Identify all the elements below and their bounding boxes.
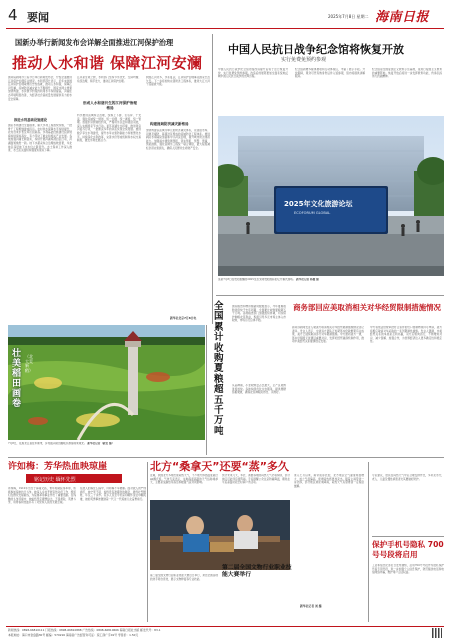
article-left-body-col3: 我国江河众多，水系复杂，江河保护治理事关国家长治久安。下一步将加快完善防洪工程体系，推进大江大河干流提质升级。 xyxy=(146,76,210,87)
article-left-byline: 新华社北京7月8日电 xyxy=(170,316,197,320)
xu-tag-text: 铭记历史 缅怀先烈 xyxy=(34,476,76,483)
forum-photo xyxy=(218,116,444,276)
skills-photo-image xyxy=(150,500,290,570)
phone-headline: 保护手机号隐私 700号号段将启用 xyxy=(372,540,444,559)
skills-body: 第二届全国文物行业职业技能大赛近日举行，来自全国各地的选手同台竞技，展示文物修复等专业技能。 xyxy=(150,574,218,581)
masthead xyxy=(0,0,450,28)
article-right-body-col2: 纪念馆新增多媒体展项和互动体验区，丰富了展示手段。开放期间，观众可凭有效身份证件入馆参观，馆内将提供讲解服务。 xyxy=(295,68,365,79)
date-info: 2025年7月8日 星期二 xyxy=(328,14,369,19)
grain-body-col2: 从品种看，小麦收购量占比最大，主产区收购进度加快。各地持续优化为农服务，提供便捷售粮渠道，确保农民种粮卖得出、卖得好。 xyxy=(232,384,286,395)
article-left-headline: 推动人水和谐 保障江河安澜 xyxy=(12,54,203,72)
vertical-headline: 全国累计收购夏粮超五千万吨 xyxy=(214,301,224,437)
heat-body-col1: 近期，我国北方多地出现闷热天气，不少地方体感温度超过40摄氏度。气象专家表示，这种高温高湿的天气俗称桑拿天，主要是受副热带高压和暖湿气流共同影响。 xyxy=(150,474,218,485)
divider-forum xyxy=(216,295,444,296)
forum-sign-text: 2025年文化旅游论坛 xyxy=(284,200,353,208)
policy-body-col1: 商务部新闻发言人就美方取消相关对华经贸限制措施情况答记者问。发言人表示，中美双方团队正加紧落实伦敦框架有关成果，美方已陆续取消部分对华限制措施。中方愿同美方一道，落实好两国元首通话重要共识，发挥好经贸磋商机制作用，推动中美经贸关系健康稳定发展。 xyxy=(292,326,364,344)
skills-photo xyxy=(150,500,290,570)
farm-photo xyxy=(8,325,205,440)
heat-body-col2: 预计未来几天，华北、黄淮等地的闷热天气仍将持续，部分地区可能伴有雷阵雨。专家提醒公众注意防暑降温，避免在午后高温时段长时间户外活动。 xyxy=(222,474,290,485)
article-left-sub2: 形成人水和谐共生的江河保护治理格局 xyxy=(83,101,137,110)
farm-caption: 7月8日，在黑龙江省佳木斯市，乡村振兴稻田画吸引游客前来观光。 新华社记者（新发 摄） xyxy=(8,442,115,445)
header-rule xyxy=(6,28,444,29)
skills-headline: 第二届全国文物行业职业技能大赛举行 xyxy=(222,565,292,579)
article-left-body-col3b: 加快构建以流域为单元的防洪减灾体系，完善由水库、河道及堤防、蓄滞洪区组成的流域防洪工程体系。推进病险水库除险加固和中小河流治理，提升城市防洪排涝能力。加强雨水情监测预报，落实预报、预警、预演、预案措施，强化流域水工程统一联合调度，最大程度减轻洪涝灾害损失，确保人民群众生命财产安全。 xyxy=(146,129,210,150)
policy-headline: 商务部回应美取消相关对华经贸限制措施情况 xyxy=(293,303,441,312)
skills-byline: 新华社记者 刘 摄 xyxy=(300,604,322,608)
article-right-sub1: 构建流域防洪减灾新格局 xyxy=(150,122,189,126)
divider-left-cols xyxy=(212,34,213,324)
farm-credit: 新华社记者（新发 摄） xyxy=(87,442,115,445)
article-right-body-col3: 纪念馆是全国爱国主义教育示范基地，是进行爱国主义教育的重要阵地。恢复开放后将进一步发挥教育功能，传承弘扬伟大抗战精神。 xyxy=(372,68,442,79)
article-right-headline: 中国人民抗日战争纪念馆将恢复开放 xyxy=(228,43,404,56)
xu-tag xyxy=(26,474,122,483)
xu-body-col1: 许如梅，1910年出生于海南文昌，青年时期投身革命，积极参加琼崖抗日斗争。她深入乡村开展宣传动员工作，组织妇女群众支援前线，为琼崖革命事业作出了重要贡献。在残酷的斗争环境中，她始终坚定理想信念，不畏艰险，英勇斗争，用青春和热血书写了对党和人民的无限忠诚。 xyxy=(8,487,76,505)
heat-headline: 北方“桑拿天”还要“蒸”多久 xyxy=(150,460,289,473)
article-right-subhead: 实行免费免预约参观 xyxy=(281,57,327,63)
qr-code xyxy=(432,628,442,638)
xu-headline: 许如梅：芳华热血映琼崖 xyxy=(8,462,108,472)
section-title: 要闻 xyxy=(27,11,49,24)
heat-body-col3: 进入七月以来，雨带逐步北抬，北方地区空气湿度明显增大，加之气温偏高，使得闷热感更加突出。随着主雨带进一步北移，部分地区或迎来降雨，闷热天气有望得到一定程度缓解。 xyxy=(294,474,364,488)
article-left-body-col1b: 国家水网建设全面提速，重大水利工程加快实施，一批骨干工程相继建成投运。农村供水保障水平持续提升，农村自来水普及率达到新高。水利基础设施建设投资规模持续保持高位，有力带动了就业和相关产业发展。各地加强河湖长制落实，持续开展河湖库清四乱行动，河湖面貌焕然一新。地下水超采综合治理成效显著，华北地区深层地下水水位止跌回升。水土保持工作深入推进，水土流失面积和强度实现双下降。 xyxy=(8,124,72,153)
farm-vertical-subtitle: （北大荒 新稻） xyxy=(25,354,33,373)
phone-body: 工业和信息化部近日发布通知，启用700号号段作为隐私保护号码专用号段，进一步加强个人信息保护，防范骚扰电话和电信网络诈骗，维护用户合法权益。 xyxy=(372,564,444,575)
footer-line1: 新闻热线：0898-66810111 订报热线：0898-66810888 广告热线：0898-66810666 海南日报社出版 邮发代号：83-1 xyxy=(8,628,161,632)
policy-body-col2: 中方将依法依规审批符合条件的出口管制物项许可申请，美方将相应取消对华采取的一系列限制性措施。发言人强调，中美经贸关系的本质是互利共赢，双方应相向而行，不断增进共识、减少误解、加强合作，为世界经济注入更多确定性和稳定性。 xyxy=(370,326,442,344)
forum-credit: 新华社记者 杨楹 摄 xyxy=(296,278,319,281)
divider-xu xyxy=(147,462,148,622)
forum-photo-image xyxy=(218,116,444,276)
footer-rule xyxy=(6,626,444,627)
article-left-sub1: 推进水利基础设施建设 xyxy=(14,118,47,122)
footer-line2: 本报地址：海口市金盘路30号 邮编：570216 海南省广告经营许可证：琼工商广字01号 零售价：1.50元 xyxy=(8,633,139,637)
farm-vertical-title: 壮美稻田画卷 xyxy=(12,349,22,409)
grain-body-col1: 国家粮食和物资储备局数据显示，今年夏粮收购进度快于去年同期，全国累计收购夏粮超五千万吨。各地粮食部门加强组织协调，切实保护种粮农民利益，积极引导多元市场主体入市收购，市场运行总体平稳。 xyxy=(232,305,286,323)
xu-body-col2: 在敌人的疯狂扫荡中，许如梅不幸被捕。面对敌人的严刑拷打，她宁死不屈，始终没有泄露党的秘密，最终壮烈牺牲，年仅三十余岁。家乡人民至今仍深切缅怀这位巾帼英雄，她的英勇事迹激励着一代又一代琼崖儿女奋勇前行。 xyxy=(80,487,146,501)
article-left-body-col1: 国务院新闻办公室今日举行新闻发布会，介绍全面推进江河保护治理有关情况。水利部部长表示，近年来我国江河保护治理取得历史性成就，推动人水和谐，保障江河安澜，流域防洪减灾能力不断提升，国家水网主骨架加快构建，水资源节约集约利用水平持续提高，河湖生态环境明显改善，为经济社会高质量发展提供有力的水安全保障。 xyxy=(8,76,72,101)
article-left-body-col2b: 科学推进流域综合治理，统筹上下游、左右岸、干支流，强化流域统一规划、统一治理、统一调度、统一管理。加强水资源刚性约束，严格用水总量和强度双控，深入实施国家节水行动。复苏河湖生态环境，推进母亲河复苏行动，一批断流多年的河流实现全线贯通。推进数字孪生水利建设，提升水旱灾害防御能力和智慧化水平。持续深化水利改革，完善水价形成机制和水权交易制度，激发水利发展活力。 xyxy=(77,114,141,143)
heat-body-col4: 专家建议，居民在闷热天气中应合理安排作息，多补充水分，老人、儿童及慢性病患者尤其要做好防护。 xyxy=(372,474,444,481)
article-left-body-col2: 江河是生命之源，水利部门坚持节水优先、空间均衡、系统治理、两手发力，推动江河保护治理。 xyxy=(77,76,141,83)
divider-phone xyxy=(372,536,444,537)
article-right-body-col1: 中国人民抗日战争纪念馆闭馆改造提升后将于近日恢复开放，实行免费免预约参观。改造后的展陈更加全面系统地反映中国人民抗日战争的光辉历程。 xyxy=(218,68,288,79)
forum-caption: 这是7月8日在贵阳拍摄的2025生态文明贵阳国际论坛开幕式现场。 新华社记者 杨楹 摄 xyxy=(218,278,319,281)
forum-sign-line2: ECOFORUM GLOBAL xyxy=(294,211,331,215)
farm-photo-image xyxy=(8,325,205,440)
article-left-kicker: 国新办举行新闻发布会详解全面推进江河保护治理 xyxy=(15,38,174,47)
page-number: 4 xyxy=(8,6,18,24)
divider-mid xyxy=(206,325,207,455)
paper-logo: 海南日报 xyxy=(375,10,430,25)
divider-right-col xyxy=(368,462,369,622)
